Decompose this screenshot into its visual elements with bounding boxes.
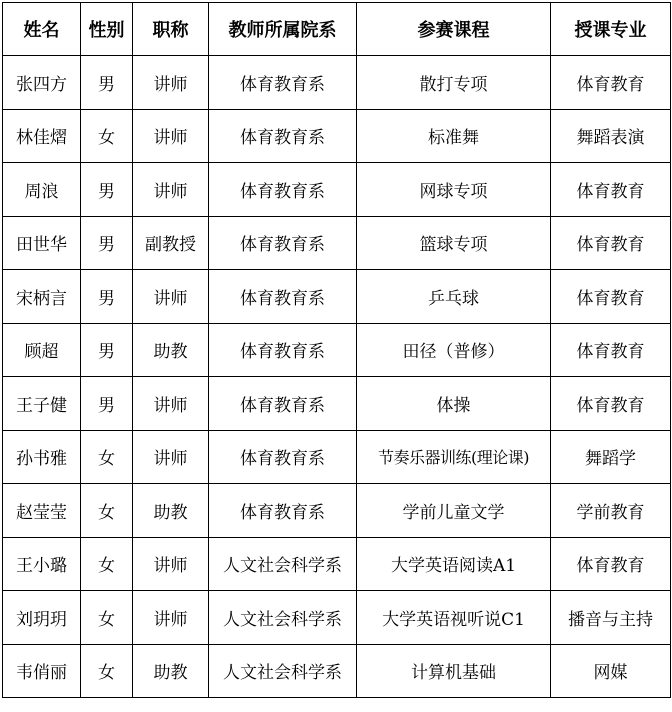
header-course: 参赛课程	[357, 3, 551, 56]
header-gender: 性别	[81, 3, 133, 56]
table-row	[3, 430, 671, 484]
cell-major: 播音与主持	[551, 591, 671, 645]
cell-name: 林佳熠	[3, 109, 81, 163]
cell-name: 韦俏丽	[3, 644, 81, 698]
cell-title: 助教	[133, 484, 209, 538]
cell-course: 学前儿童文学	[357, 484, 551, 538]
cell-major: 体育教育	[551, 323, 671, 377]
cell-gender: 女	[81, 109, 133, 163]
table-row	[3, 484, 671, 538]
cell-course: 篮球专项	[357, 216, 551, 270]
cell-title: 讲师	[133, 537, 209, 591]
table-row	[3, 644, 671, 698]
cell-major: 网媒	[551, 644, 671, 698]
table-row	[3, 323, 671, 377]
header-title: 职称	[133, 3, 209, 56]
cell-name: 王小璐	[3, 537, 81, 591]
cell-department: 人文社会科学系	[209, 537, 357, 591]
cell-name: 刘玥玥	[3, 591, 81, 645]
cell-major: 体育教育	[551, 270, 671, 324]
cell-gender: 女	[81, 591, 133, 645]
table-row	[3, 109, 671, 163]
cell-department: 体育教育系	[209, 430, 357, 484]
cell-department: 体育教育系	[209, 270, 357, 324]
cell-gender: 男	[81, 163, 133, 217]
table-body	[3, 56, 671, 698]
cell-course: 节奏乐器训练(理论课)	[357, 430, 551, 484]
cell-major: 舞蹈学	[551, 430, 671, 484]
cell-department: 体育教育系	[209, 484, 357, 538]
header-major: 授课专业	[551, 3, 671, 56]
cell-name: 王子健	[3, 377, 81, 431]
cell-name: 赵莹莹	[3, 484, 81, 538]
cell-title: 助教	[133, 323, 209, 377]
table-row	[3, 270, 671, 324]
cell-gender: 男	[81, 216, 133, 270]
cell-major: 学前教育	[551, 484, 671, 538]
cell-gender: 女	[81, 430, 133, 484]
table-row	[3, 591, 671, 645]
cell-title: 讲师	[133, 430, 209, 484]
cell-course: 体操	[357, 377, 551, 431]
cell-name: 田世华	[3, 216, 81, 270]
cell-major: 舞蹈表演	[551, 109, 671, 163]
teacher-roster-table	[2, 2, 671, 698]
cell-name: 张四方	[3, 56, 81, 110]
cell-course: 田径（普修）	[357, 323, 551, 377]
cell-department: 人文社会科学系	[209, 591, 357, 645]
table-row	[3, 216, 671, 270]
cell-name: 孙书雅	[3, 430, 81, 484]
cell-title: 讲师	[133, 163, 209, 217]
cell-major: 体育教育	[551, 163, 671, 217]
cell-title: 讲师	[133, 56, 209, 110]
table-header	[3, 3, 671, 56]
cell-gender: 男	[81, 323, 133, 377]
cell-major: 体育教育	[551, 216, 671, 270]
table-row	[3, 377, 671, 431]
table-row	[3, 537, 671, 591]
cell-gender: 女	[81, 537, 133, 591]
cell-name: 周浪	[3, 163, 81, 217]
cell-department: 体育教育系	[209, 216, 357, 270]
cell-department: 体育教育系	[209, 163, 357, 217]
cell-course: 计算机基础	[357, 644, 551, 698]
cell-major: 体育教育	[551, 377, 671, 431]
cell-title: 讲师	[133, 377, 209, 431]
cell-course: 大学英语视听说C1	[357, 591, 551, 645]
cell-course: 大学英语阅读A1	[357, 537, 551, 591]
cell-title: 助教	[133, 644, 209, 698]
cell-title: 讲师	[133, 591, 209, 645]
cell-department: 体育教育系	[209, 323, 357, 377]
cell-course: 网球专项	[357, 163, 551, 217]
cell-course: 散打专项	[357, 56, 551, 110]
cell-gender: 女	[81, 644, 133, 698]
cell-name: 顾超	[3, 323, 81, 377]
cell-department: 体育教育系	[209, 56, 357, 110]
cell-title: 副教授	[133, 216, 209, 270]
cell-course: 乒乓球	[357, 270, 551, 324]
cell-major: 体育教育	[551, 537, 671, 591]
cell-gender: 男	[81, 56, 133, 110]
cell-name: 宋柄言	[3, 270, 81, 324]
cell-gender: 男	[81, 270, 133, 324]
header-name: 姓名	[3, 3, 81, 56]
table-row	[3, 163, 671, 217]
cell-gender: 男	[81, 377, 133, 431]
cell-department: 体育教育系	[209, 377, 357, 431]
cell-department: 人文社会科学系	[209, 644, 357, 698]
cell-gender: 女	[81, 484, 133, 538]
cell-major: 体育教育	[551, 56, 671, 110]
cell-title: 讲师	[133, 270, 209, 324]
cell-title: 讲师	[133, 109, 209, 163]
header-department: 教师所属院系	[209, 3, 357, 56]
cell-course: 标准舞	[357, 109, 551, 163]
table-row	[3, 56, 671, 110]
cell-department: 体育教育系	[209, 109, 357, 163]
header-row	[3, 3, 671, 56]
